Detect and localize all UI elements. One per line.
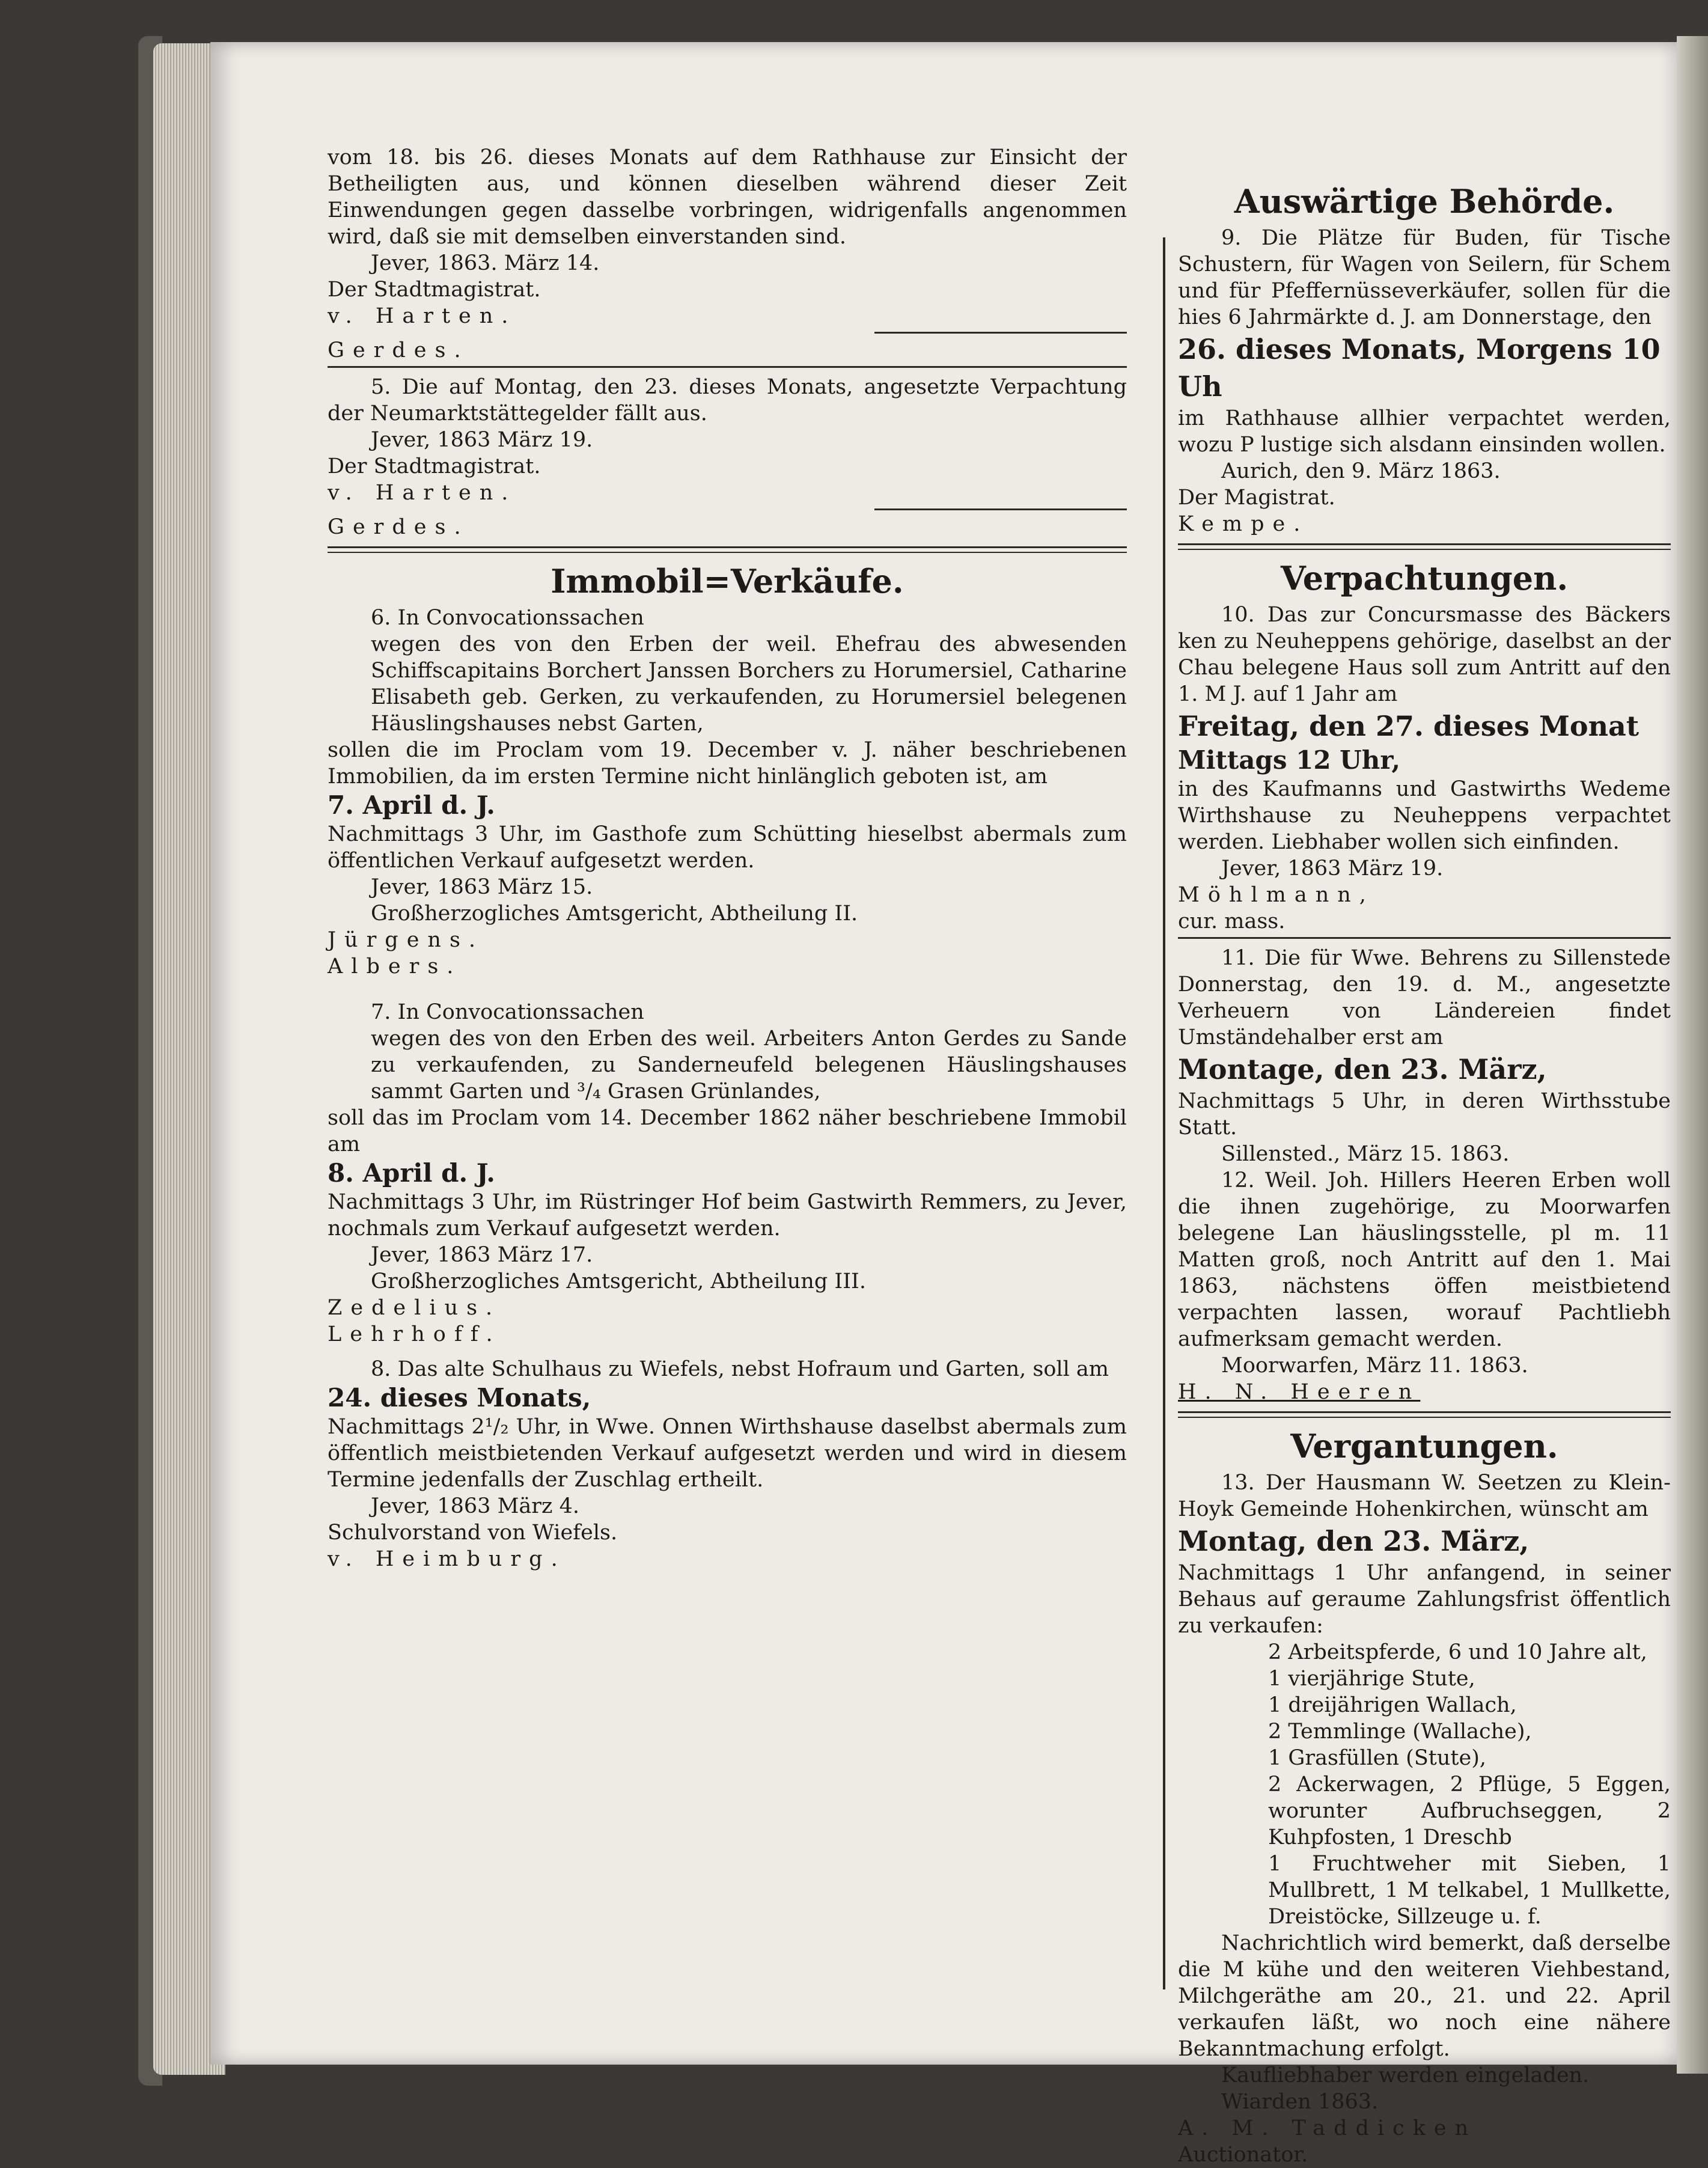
section-heading-vergantungen: Vergantungen. xyxy=(1290,1427,1558,1465)
notice-4-signature: v. Harten. xyxy=(328,304,517,328)
notice-5-clerk: Gerdes. xyxy=(328,515,469,539)
notice-7-text: soll das im Proclam vom 14. December 1862 näher beschriebene Immobil am xyxy=(328,1106,1127,1156)
notice-8-text: 8. Das alte Schulhaus zu Wiefels, nebst Hofraum und Garten, soll am xyxy=(371,1357,1109,1381)
notice-5-date: Jever, 1863 März 19. xyxy=(371,428,593,452)
notice-6-text: sollen die im Proclam vom 19. December v. J. näher beschriebenen Immobilien, da im ersten Termine nicht hinlänglich geboten ist, am xyxy=(328,738,1127,789)
notice-8-date: Jever, 1863 März 4. xyxy=(371,1494,579,1518)
notice-6-intro: 6. In Convocationssachen xyxy=(371,606,644,630)
notice-13-date: Wiarden 1863. xyxy=(1221,2090,1379,2114)
notice-5-signature: v. Harten. xyxy=(328,481,517,505)
notice-10-signature: Möhlmann, xyxy=(1178,883,1374,907)
notice-13-signature: A. M. Taddicken xyxy=(1178,2116,1477,2140)
notice-5-text: 5. Die auf Montag, den 23. dieses Monats, angesetzte Verpachtung der Neumarktstättegelder fällt aus. xyxy=(328,375,1127,426)
list-item: 2 Ackerwagen, 2 Pflüge, 5 Eggen, worunter Aufbruchseggen, 2 Kuhpfosten, 1 Dreschb xyxy=(1268,1773,1671,1849)
notice-10-title: cur. mass. xyxy=(1178,909,1286,933)
section-heading-auswaertig: Auswärtige Behörde. xyxy=(1234,182,1615,221)
notice-12-signature: H. N. Heeren xyxy=(1178,1380,1421,1404)
list-item: 2 Arbeitspferde, 6 und 10 Jahre alt, xyxy=(1268,1640,1647,1664)
notice-8-termin: 24. dieses Monats, xyxy=(328,1383,591,1412)
facing-page-edge xyxy=(1677,36,1708,2074)
notice-separator xyxy=(328,366,1127,368)
notice-10-details: in des Kaufmanns und Gastwirths Wedeme Wirthshause zu Neuheppens verpachtet werden. Liebhaber wollen sich einfinden. xyxy=(1178,777,1671,854)
notice-12-date: Moorwarfen, März 11. 1863. xyxy=(1221,1354,1528,1378)
notice-6-body: wegen des von den Erben der weil. Ehefrau des abwesenden Schiffscapitains Borchert Janssen Borchers zu Horumersiel, Catharine Elisabeth geb. Gerken, zu verkaufenden, zu Horumersiel belegenen Häuslingshauses nebst Garten, xyxy=(371,632,1127,736)
list-item: 1 Fruchtweher mit Sieben, 1 Mullbrett, 1 M telkabel, 1 Mullkette, Dreistöcke, Sillzeuge u. f. xyxy=(1268,1852,1671,1929)
notice-9-termin: 26. dieses Monats, Morgens 10 Uh xyxy=(1178,333,1661,403)
right-column xyxy=(1178,144,1671,2168)
notice-13-details: Nachmittags 1 Uhr anfangend, in seiner Behaus auf geraume Zahlungsfrist öffentlich zu verkaufen: xyxy=(1178,1561,1671,1638)
notice-6-termin: 7. April d. J. xyxy=(328,790,495,820)
auction-items-list xyxy=(1178,1639,1671,1930)
notice-8-signature: v. Heimburg. xyxy=(328,1547,566,1571)
list-item: 1 vierjährige Stute, xyxy=(1268,1667,1475,1691)
notice-7-intro: 7. In Convocationssachen xyxy=(371,1000,644,1024)
notice-4-date: Jever, 1863. März 14. xyxy=(371,251,600,275)
section-separator xyxy=(1178,1411,1671,1418)
signature-line xyxy=(874,332,1127,334)
notice-6-clerk: Albers. xyxy=(328,954,462,979)
list-item: 1 dreijährigen Wallach, xyxy=(1268,1693,1517,1717)
notice-10-date: Jever, 1863 März 19. xyxy=(1221,857,1444,881)
notice-6-date: Jever, 1863 März 15. xyxy=(371,875,593,899)
signature-line xyxy=(874,508,1127,510)
notice-4-signatory: Der Stadtmagistrat. xyxy=(328,278,541,302)
notice-10-text: 10. Das zur Concursmasse des Bäckers ken zu Neuheppens gehörige, daselbst an der Chau belegene Haus soll zum Antritt auf den 1. M J. auf 1 Jahr am xyxy=(1178,603,1671,706)
notice-6-court: Großherzogliches Amtsgericht, Abtheilung II. xyxy=(371,902,858,926)
notice-11-text: 11. Die für Wwe. Behrens zu Sillenstede Donnerstag, den 19. d. M., angesetzte Verheuern von Ländereien findet Umständehalber erst am xyxy=(1178,946,1671,1049)
notice-7-clerk: Lehrhoff. xyxy=(328,1322,501,1346)
notice-11-details: Nachmittags 5 Uhr, in deren Wirthsstube Statt. xyxy=(1178,1089,1671,1140)
notice-13-text: 13. Der Hausmann W. Seetzen zu Klein-Hoyk Gemeinde Hohenkirchen, wünscht am xyxy=(1178,1471,1671,1521)
notice-7-termin: 8. April d. J. xyxy=(328,1158,495,1188)
notice-12-text: 12. Weil. Joh. Hillers Heeren Erben woll die ihnen zugehörige, zu Moorwarfen belegene Lan häuslingsstelle, pl m. 11 Matten groß, noch Antritt auf den 1. Mai 1863, nächstens öffen meistbietend verpachten lassen, worauf Pachtliebh aufmerksam gemacht werden. xyxy=(1178,1168,1671,1351)
notice-4-clerk: Gerdes. xyxy=(328,338,469,362)
notice-9-signatory: Der Magistrat. xyxy=(1178,486,1335,510)
notice-8-signatory: Schulvorstand von Wiefels. xyxy=(328,1521,618,1545)
notice-separator xyxy=(1178,937,1671,939)
notice-13-title: Auctionator. xyxy=(1178,2143,1308,2167)
notice-13-note: Nachrichtlich wird bemerkt, daß derselbe die M kühe und den weiteren Viehbestand, Milchgeräthe am 20., 21. und 22. April verkaufen läßt, wo noch eine nähere Bekanntmachung erfolgt. xyxy=(1178,1931,1671,2061)
column-divider xyxy=(1163,237,1165,1989)
list-item: 1 Grasfüllen (Stute), xyxy=(1268,1746,1486,1770)
notice-9-details: im Rathhause allhier verpachtet werden, wozu P lustige sich alsdann einsinden wollen. xyxy=(1178,406,1671,457)
list-item: 2 Temmlinge (Wallache), xyxy=(1268,1720,1532,1744)
notice-13-invitation: Kaufliebhaber werden eingeladen. xyxy=(1221,2063,1590,2087)
notice-7-court: Großherzogliches Amtsgericht, Abtheilung III. xyxy=(371,1269,866,1293)
notice-7-details: Nachmittags 3 Uhr, im Rüstringer Hof beim Gastwirth Remmers, zu Jever, nochmals zum Verkauf aufgesetzt werden. xyxy=(328,1190,1127,1241)
notice-9-date: Aurich, den 9. März 1863. xyxy=(1221,459,1501,483)
notice-10-time: Mittags 12 Uhr, xyxy=(1178,745,1401,775)
notice-7-date: Jever, 1863 März 17. xyxy=(371,1243,593,1267)
section-separator xyxy=(328,546,1127,553)
notice-11-termin: Montage, den 23. März, xyxy=(1178,1053,1547,1086)
notice-11-date: Sillensted., März 15. 1863. xyxy=(1221,1142,1510,1166)
notice-10-termin: Freitag, den 27. dieses Monat xyxy=(1178,710,1639,742)
notice-13-termin: Montag, den 23. März, xyxy=(1178,1525,1530,1557)
section-heading-verpachtungen: Verpachtungen. xyxy=(1280,559,1569,597)
notice-7-judge: Zedelius. xyxy=(328,1296,501,1320)
notice-4-text: vom 18. bis 26. dieses Monats auf dem Rathhause zur Einsicht der Betheiligten aus, und können dieselben während dieser Zeit Einwendungen gegen dasselbe vorbringen, widrigenfalls angenommen wird, daß sie mit demselben einverstanden sind. xyxy=(328,145,1127,249)
notice-6-judge: Jürgens. xyxy=(328,928,484,952)
notice-5-signatory: Der Stadtmagistrat. xyxy=(328,454,541,478)
left-column xyxy=(328,144,1127,1572)
notice-8-details: Nachmittags 2¹/₂ Uhr, in Wwe. Onnen Wirthshause daselbst abermals zum öffentlich meistbietenden Verkauf aufgesetzt werden und wird in diesem Termine jedenfalls der Zuschlag ertheilt. xyxy=(328,1415,1127,1492)
notice-6-details: Nachmittags 3 Uhr, im Gasthofe zum Schütting hieselbst abermals zum öffentlichen Verkauf aufgesetzt werden. xyxy=(328,822,1127,873)
section-heading-immobil: Immobil=Verkäufe. xyxy=(551,562,904,600)
section-separator xyxy=(1178,543,1671,550)
notice-9-text: 9. Die Plätze für Buden, für Tische Schustern, für Wagen von Seilern, für Schem und für Pfeffernüsseverkäufer, sollen für die hies 6 Jahrmärkte d. J. am Donnerstage, den xyxy=(1178,226,1671,329)
notice-9-signature: Kempe. xyxy=(1178,512,1309,536)
notice-7-body: wegen des von den Erben des weil. Arbeiters Anton Gerdes zu Sande zu verkaufenden, zu Sanderneufeld belegenen Häuslingshauses sammt Garten und ³/₄ Grasen Grünlandes, xyxy=(371,1027,1127,1104)
